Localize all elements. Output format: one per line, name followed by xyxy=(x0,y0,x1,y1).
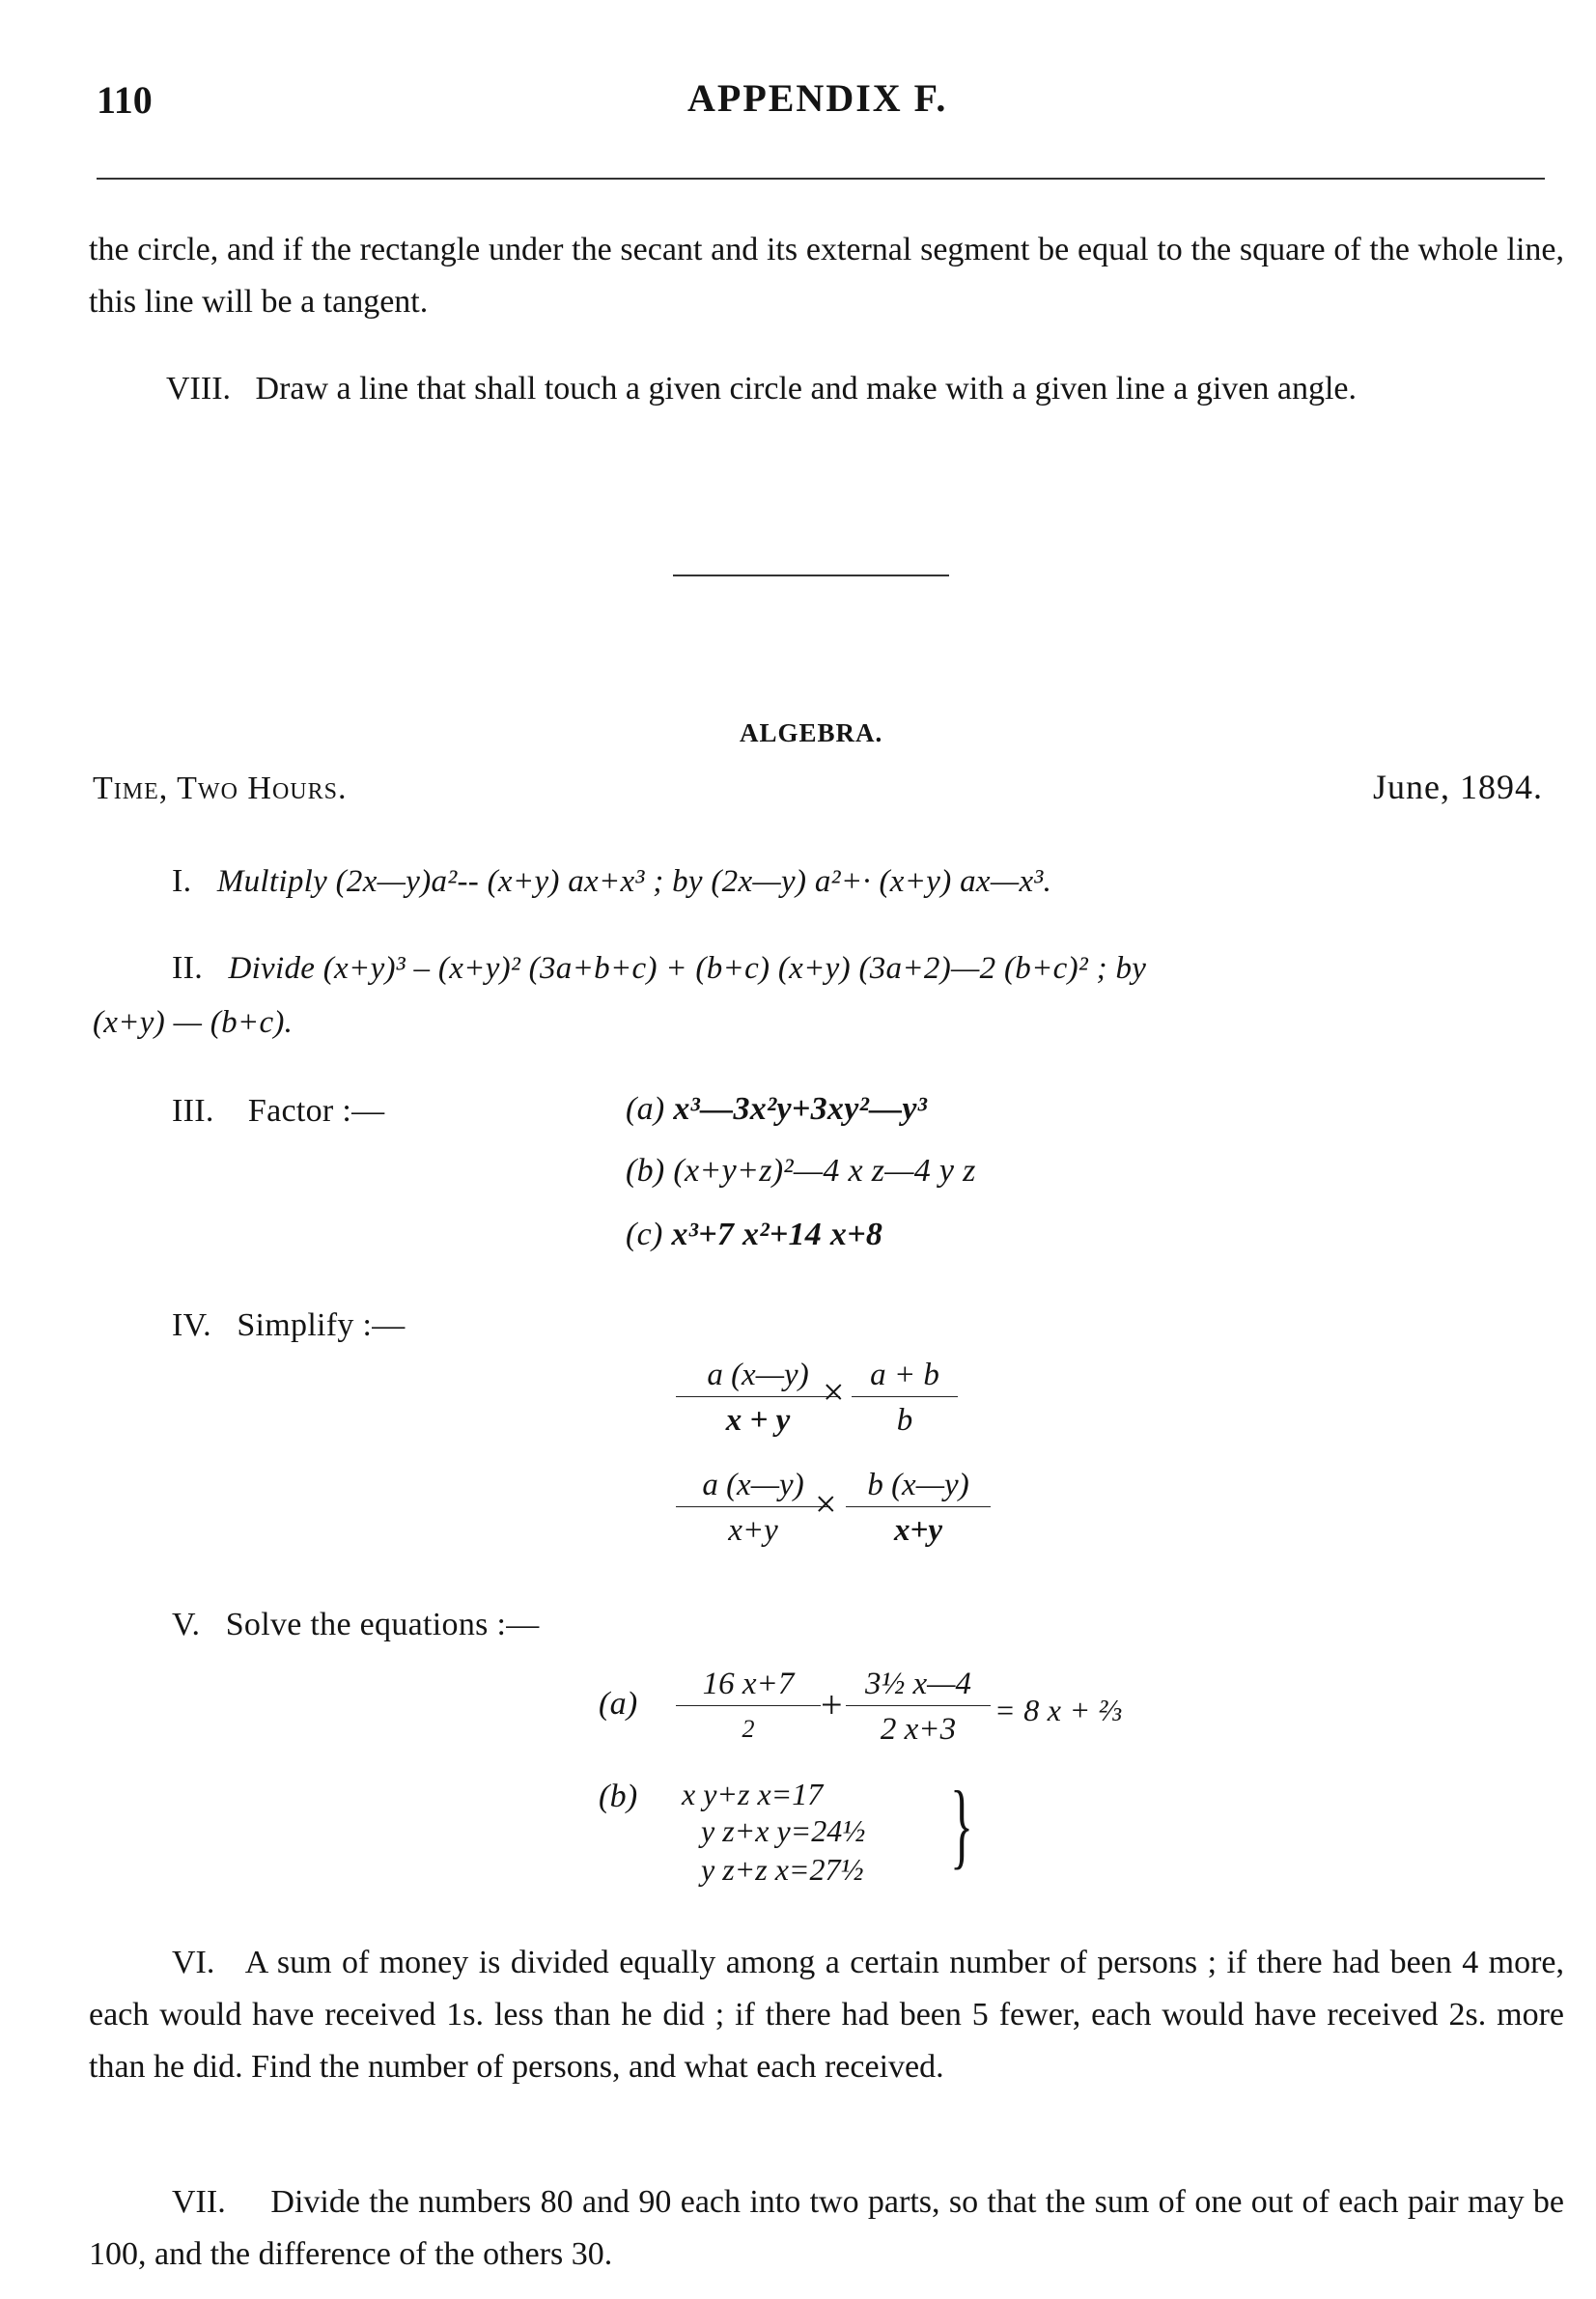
question-7 xyxy=(89,2176,1564,2281)
question-numeral: VII. xyxy=(172,2184,226,2220)
times-sign: × xyxy=(815,1482,837,1526)
numerator: a + b xyxy=(852,1356,958,1397)
numerator: 16 x+7 xyxy=(676,1665,821,1706)
page-number: 110 xyxy=(97,78,153,122)
simplify-1-fraction-left xyxy=(676,1356,840,1440)
time-allowed: Time, Two Hours. xyxy=(93,771,348,806)
factor-item-a xyxy=(626,1083,927,1135)
denominator: x + y xyxy=(725,1403,791,1438)
simplify-1-fraction-right xyxy=(852,1356,958,1440)
factor-item-b xyxy=(626,1145,976,1197)
question-numeral: VI. xyxy=(172,1945,215,1980)
question-6 xyxy=(89,1937,1564,2093)
equation-a-fraction-2 xyxy=(846,1665,991,1749)
denominator: b xyxy=(896,1403,913,1438)
question-numeral: II. xyxy=(172,950,204,986)
numerator: a (x—y) xyxy=(676,1466,830,1507)
item-expression: x³+7 x²+14 x+8 xyxy=(671,1217,883,1252)
denominator: x+y xyxy=(894,1513,942,1548)
question-numeral: I. xyxy=(172,863,192,899)
equation-a-rhs: = 8 x + ⅔ xyxy=(994,1693,1123,1727)
question-label: Simplify :— xyxy=(237,1307,406,1343)
question-2-line2: (x+y) — (b+c). xyxy=(93,1005,294,1040)
question-text: Draw a line that shall touch a given circle and make with a given line a given angle. xyxy=(255,371,1358,407)
question-5-header xyxy=(172,1599,540,1651)
equation-b-tag: (b) xyxy=(599,1779,638,1814)
right-brace: } xyxy=(950,1771,973,1878)
question-text: Multiply (2x—y)a²-- (x+y) ax+x³ ; by (2x—y) a²+· (x+y) ax—x³. xyxy=(216,864,1052,899)
question-label: Factor :— xyxy=(247,1093,385,1129)
question-text: Divide the numbers 80 and 90 each into two parts, so that the sum of one out of each pair may be 100, and the difference of the others 30. xyxy=(89,2184,1564,2272)
numerator: a (x—y) xyxy=(676,1356,840,1397)
question-numeral: V. xyxy=(172,1607,201,1642)
item-tag: (a) xyxy=(626,1091,665,1127)
numerator: b (x—y) xyxy=(846,1466,991,1507)
geometry-continuation: the circle, and if the rectangle under the secant and its external segment be equal to the square of the whole line, this line will be a tangent. xyxy=(89,232,1564,320)
question-1 xyxy=(172,855,1051,908)
question-numeral: IV. xyxy=(172,1307,211,1343)
simplify-2-fraction-left xyxy=(676,1466,830,1550)
plus-sign: + xyxy=(821,1683,843,1726)
times-sign: × xyxy=(823,1370,845,1414)
denominator: x+y xyxy=(728,1513,778,1548)
equation-b-line-2: y z+x y=24½ xyxy=(701,1813,866,1848)
item-expression: x³—3x²y+3xy²—y³ xyxy=(673,1091,928,1127)
equation-b-line-1: x y+z x=17 xyxy=(682,1777,824,1811)
header-rule xyxy=(97,178,1545,180)
equation-b-line-3: y z+z x=27½ xyxy=(701,1852,864,1887)
simplify-2-fraction-right xyxy=(846,1466,991,1550)
question-4-header xyxy=(172,1300,406,1352)
question-3-header xyxy=(172,1085,384,1137)
question-numeral: VIII. xyxy=(166,371,232,407)
section-divider xyxy=(673,575,949,576)
numerator: 3½ x—4 xyxy=(846,1665,991,1706)
equation-a-fraction-1 xyxy=(676,1665,821,1749)
geometry-question-8 xyxy=(89,363,1564,415)
running-title: APPENDIX F. xyxy=(687,76,948,120)
question-text: A sum of money is divided equally among a certain number of persons ; if there had been 4 more, each would have received 1s. less than he did ; if there had been 5 fewer, each would have received 2s. more than he did. Find the number of persons, and what each received. xyxy=(89,1945,1565,2085)
question-2 xyxy=(172,942,1146,995)
section-title: ALGEBRA. xyxy=(740,718,883,747)
question-numeral: III. xyxy=(172,1093,214,1129)
item-expression: (x+y+z)²—4 x z—4 y z xyxy=(673,1153,976,1189)
equation-a-tag: (a) xyxy=(599,1686,638,1722)
exam-date: June, 1894. xyxy=(1373,768,1543,806)
item-tag: (c) xyxy=(626,1217,663,1252)
question-label: Solve the equations :— xyxy=(225,1607,540,1642)
item-tag: (b) xyxy=(626,1153,665,1189)
factor-item-c xyxy=(626,1209,882,1261)
denominator: 2 x+3 xyxy=(880,1712,957,1747)
denominator: 2 xyxy=(742,1715,755,1743)
question-text-line1: Divide (x+y)³ – (x+y)² (3a+b+c) + (b+c) (x+y) (3a+2)—2 (b+c)² ; by xyxy=(228,951,1147,986)
